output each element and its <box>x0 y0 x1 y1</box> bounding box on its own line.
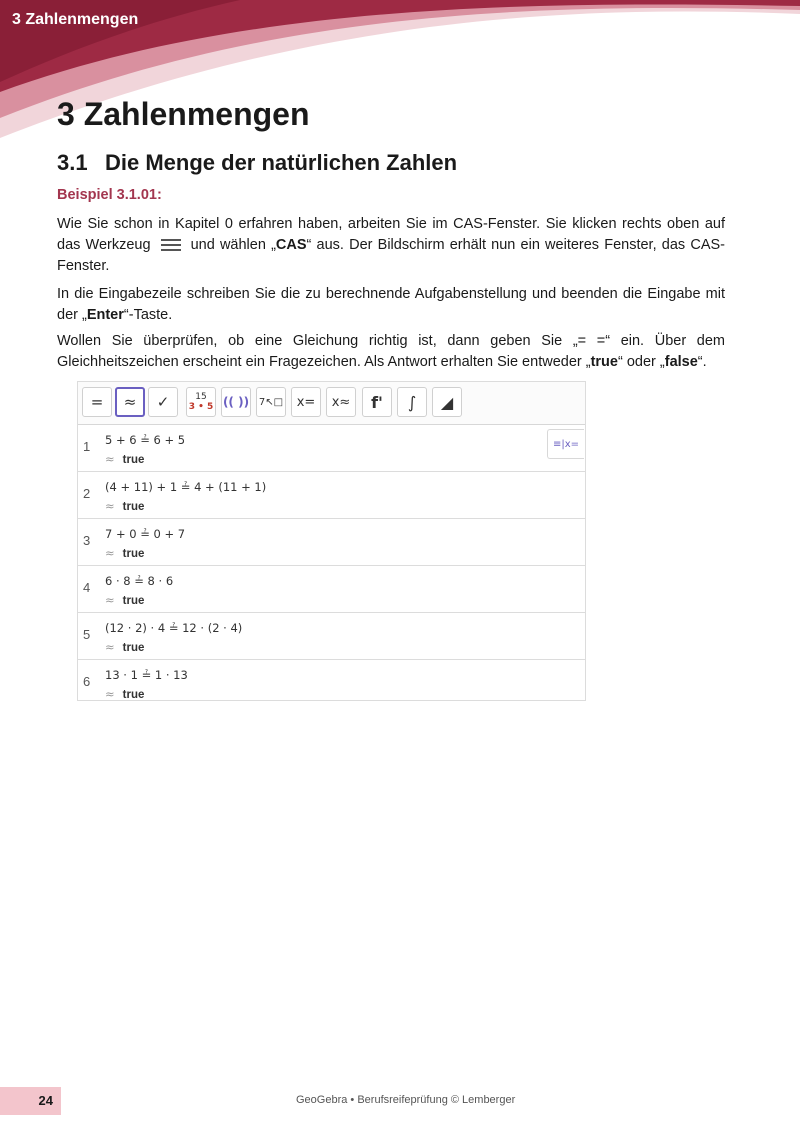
row-result: true <box>122 689 145 701</box>
p2-text-a: In die Eingabezeile schreiben Sie die zu berechnende Aufgabenstellung und beenden die Eingabe mit der „ <box>57 286 725 323</box>
row-result: true <box>122 595 145 607</box>
evaluate-tool-button[interactable]: = <box>82 387 112 417</box>
paragraph-1 <box>57 214 725 277</box>
p3-bold-true: true <box>590 354 618 370</box>
row-output <box>105 452 144 466</box>
paragraph-3 <box>57 331 725 373</box>
delete-tool-button[interactable]: ◢ <box>432 387 462 417</box>
row-output <box>105 546 144 560</box>
integral-tool-button[interactable]: ∫ <box>397 387 427 417</box>
approx-icon: ≈ <box>105 687 115 701</box>
factor-tool-bottom: 3 • 5 <box>188 402 214 412</box>
row-number: 1 <box>83 439 91 454</box>
approx-icon: ≈ <box>105 499 115 513</box>
p1-text-b: und wählen „ <box>190 237 276 253</box>
numeric-tool-button[interactable]: ≈ <box>115 387 145 417</box>
section-title <box>57 150 457 176</box>
cas-row[interactable] <box>78 613 585 660</box>
row-result: true <box>122 454 145 466</box>
row-result: true <box>122 501 145 513</box>
cas-toolbar <box>78 382 585 425</box>
p2-bold-enter: Enter <box>86 307 124 323</box>
p1-text-a: Wie Sie schon in Kapitel 0 erfahren haben, arbeiten Sie im CAS-Fenster. Sie klicken rechts oben auf das Werkzeug <box>57 216 725 253</box>
row-result: true <box>122 548 145 560</box>
row-number: 6 <box>83 674 91 689</box>
substitute-tool-button[interactable]: 7↖□ <box>256 387 286 417</box>
factor-tool-button[interactable] <box>186 387 216 417</box>
approx-icon: ≈ <box>105 593 115 607</box>
keep-input-tool-button[interactable]: ✓ <box>148 387 178 417</box>
p2-text-b: “-Taste. <box>123 307 173 323</box>
p1-bold-cas: CAS <box>275 237 307 253</box>
row-input[interactable]: 13 · 1 ≟ 1 · 13 <box>105 668 188 682</box>
p3-text-a: Wollen Sie überprüfen, ob eine Gleichung richtig ist, dann geben Sie „= =“ ein. Über dem Gleichheitszeichen erscheint ein Fragezeichen. Als Antwort erhalten Sie entweder „ <box>57 333 725 370</box>
row-output <box>105 593 144 607</box>
solve-tool-button[interactable]: x= <box>291 387 321 417</box>
cas-row[interactable] <box>78 519 585 566</box>
row-number: 5 <box>83 627 91 642</box>
cas-window <box>77 381 586 701</box>
footer-text: GeoGebra • Berufsreifeprüfung © Lemberger <box>296 1094 516 1106</box>
cas-row[interactable] <box>78 660 585 706</box>
cas-row[interactable] <box>78 566 585 613</box>
row-number: 4 <box>83 580 91 595</box>
row-input[interactable]: (4 + 11) + 1 ≟ 4 + (11 + 1) <box>105 480 267 494</box>
row-result: true <box>122 642 145 654</box>
example-label: Beispiel 3.1.01: <box>57 187 162 203</box>
solve-numerically-tool-button[interactable]: x≈ <box>326 387 356 417</box>
running-head: 3 Zahlenmengen <box>12 11 139 28</box>
cas-rows <box>78 425 585 706</box>
cas-row[interactable] <box>78 472 585 519</box>
chapter-title: 3 Zahlenmengen <box>57 96 310 132</box>
row-input[interactable]: (12 · 2) · 4 ≟ 12 · (2 · 4) <box>105 621 243 635</box>
p3-text-b: “ oder „ <box>617 354 665 370</box>
approx-icon: ≈ <box>105 640 115 654</box>
section-number: 3.1 <box>57 150 88 175</box>
derivative-tool-button[interactable]: f' <box>362 387 392 417</box>
approx-icon: ≈ <box>105 452 115 466</box>
row-input[interactable]: 6 · 8 ≟ 8 · 6 <box>105 574 174 588</box>
row-output <box>105 499 144 513</box>
row-output <box>105 687 144 701</box>
algebra-view-toggle-button[interactable]: ≡|x= <box>547 429 584 459</box>
row-output <box>105 640 144 654</box>
row-input[interactable]: 7 + 0 ≟ 0 + 7 <box>105 527 186 541</box>
approx-icon: ≈ <box>105 546 115 560</box>
section-title-text: Die Menge der natürlichen Zahlen <box>105 150 458 175</box>
row-number: 3 <box>83 533 91 548</box>
row-number: 2 <box>83 486 91 501</box>
cas-row[interactable] <box>78 425 585 472</box>
page-number: 24 <box>38 1093 53 1108</box>
paragraph-2 <box>57 284 725 326</box>
expand-tool-button[interactable]: (( )) <box>221 387 251 417</box>
p3-text-c: “. <box>697 354 707 370</box>
p1-text-c: “ aus. Der Bildschirm erhält nun ein weiteres Fenster, das CAS-Fenster. <box>57 237 725 274</box>
menu-icon <box>157 236 185 254</box>
p3-bold-false: false <box>664 354 698 370</box>
factor-tool-top: 15 <box>195 392 207 402</box>
row-input[interactable]: 5 + 6 ≟ 6 + 5 <box>105 433 186 447</box>
